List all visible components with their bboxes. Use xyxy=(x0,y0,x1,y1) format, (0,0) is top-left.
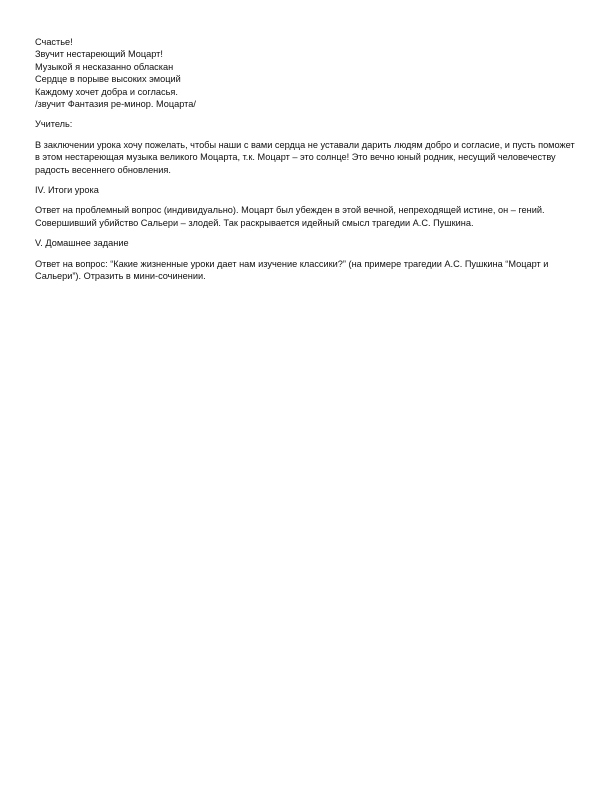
teacher-label: Учитель: xyxy=(35,119,73,130)
poem-line: /звучит Фантазия ре-минор. Моцарта/ xyxy=(35,99,196,110)
poem-line: Каждому хочет добра и согласья. xyxy=(35,86,178,97)
poem-line: Счастье! xyxy=(35,37,73,47)
teacher-paragraph: В заключении урока хочу пожелать, чтобы наши с вами сердца не уставали дарить людям добро и согласие, и пусть поможет в этом нестареющая музыка великого Моцарта, т.к. Моцарт – это солнце! Это вечно юный родник, несущий человечеству радость весеннего обновления. xyxy=(35,139,575,175)
section-heading-summary: IV. Итоги урока xyxy=(35,185,99,196)
poem-block xyxy=(35,36,580,110)
poem-line: Музыкой я несказанно обласкан xyxy=(35,61,174,72)
homework-paragraph: Ответ на вопрос: “Какие жизненные уроки дает нам изучение классики?” (на примере трагедии А.С. Пушкина “Моцарт и Сальери”). Отразить в мини-сочинении. xyxy=(35,258,549,282)
section-heading-homework: V. Домашнее задание xyxy=(35,238,129,249)
poem-line: Звучит нестареющий Моцарт! xyxy=(35,49,163,60)
document-page xyxy=(35,36,580,283)
poem-line: Сердце в порыве высоких эмоций xyxy=(35,74,181,85)
summary-paragraph: Ответ на проблемный вопрос (индивидуально). Моцарт был убежден в этой вечной, непреходящей истине, он – гений. Совершивший убийство Сальери – злодей. Так раскрывается идейный смысл трагедии А.С. Пушкина. xyxy=(35,205,545,228)
